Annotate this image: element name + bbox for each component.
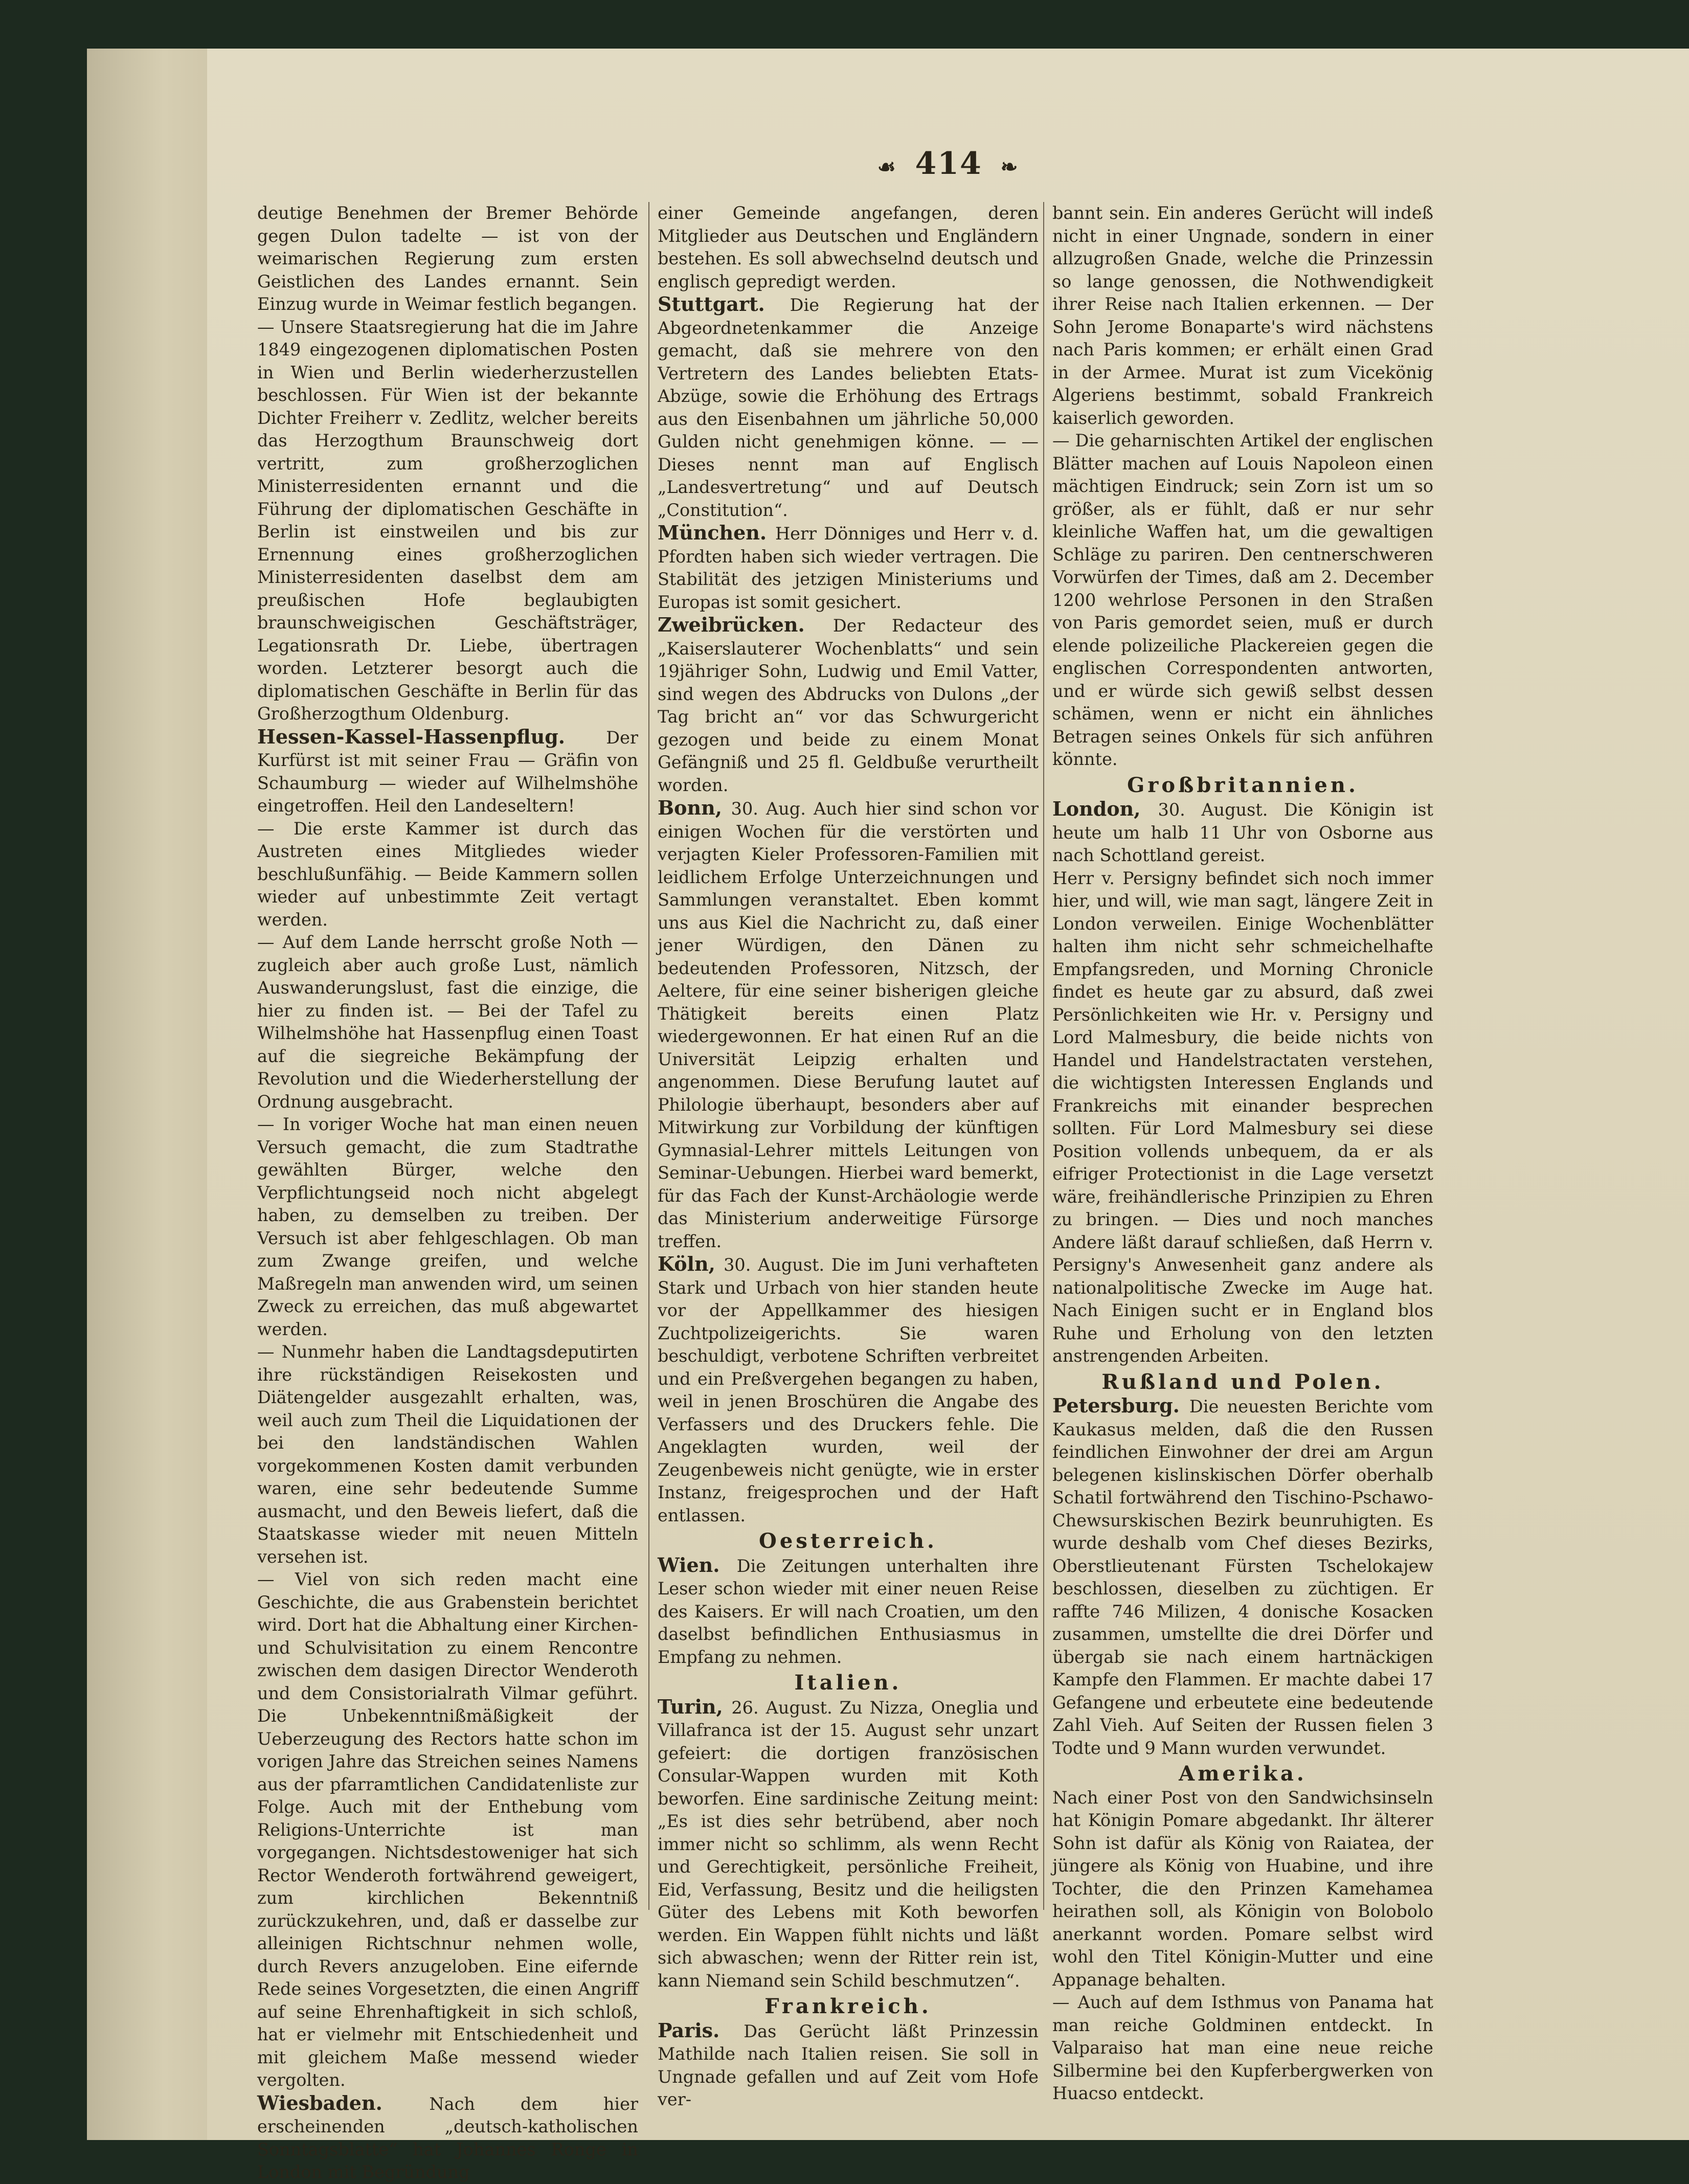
dateline: Petersburg. <box>1052 1394 1189 1417</box>
paragraph-text: Nach einer Post von den Sandwichsinseln hat Königin Pomare abgedankt. Ihr älterer Sohn ist dafür als König von Raiatea, der jüngere als König von Huabine, und ihre Tochter, die den Prinzen Kamehamea heirathen soll, als Königin von Bolobolo anerkannt worden. Pomare selbst wird wohl den Titel Königin-Mutter und eine Appanage behalten. <box>1052 1787 1433 1990</box>
paragraph-text: Das Gerücht läßt Prinzessin Mathilde nach Italien reisen. Sie soll in Ungnade gefallen und auf Zeit vom Hofe ver- <box>658 2021 1039 2109</box>
column-2 <box>658 202 1039 2111</box>
paragraph-text: Die Zeitungen unterhalten ihre Leser schon wieder mit einer neuen Reise des Kaisers. Er will nach Croatien, um den daselbst befindlichen Enthusiasmus in Empfang zu nehmen. <box>658 1556 1039 1667</box>
paragraph-text: Die neuesten Berichte vom Kaukasus melden, daß die den Russen feindlichen Einwohner der drei am Argun belegenen kislinskischen Dörfer oberhalb Schatil fortwährend den Tischino-Pschawo-Chewsurskischen Bezirk beunruhigten. Es wurde deshalb vom Chef dieses Bezirks, Oberstlieutenant Fürsten Tschelokajew beschlossen, dieselben zu züchtigen. Er raffte 746 Milizen, 4 donische Kosacken zusammen, umstellte die drei Dörfer und übergab sie nach einem hartnäckigen Kampfe den Flammen. Er machte dabei 17 Gefangene und erbeutete eine bedeutende Zahl Vieh. Auf Seiten der Russen fielen 3 Todte und 9 Mann wurden verwundet. <box>1052 1397 1434 1758</box>
article-paragraph <box>257 316 638 726</box>
article-paragraph <box>658 293 1039 522</box>
dateline: Wien. <box>658 1553 737 1577</box>
dateline: Turin, <box>658 1695 732 1718</box>
article-paragraph <box>257 2092 638 2184</box>
section-heading: Oesterreich. <box>759 1529 937 1553</box>
paragraph-text: — Auch auf dem Isthmus von Panama hat man reiche Goldminen entdeckt. In Valparaiso hat man eine neue reiche Silbermine bei den Kupferbergwerken von Huacso entdeckt. <box>1052 1992 1433 2103</box>
paragraph-text: — In voriger Woche hat man einen neuen Versuch gemacht, die zum Stadtrathe gewählten Bürger, welche den Verpflichtungseid noch nicht abgelegt haben, zu demselben zu treiben. Der Versuch ist aber fehlgeschlagen. Ob man zum Zwange greifen, und welche Maßregeln man anwenden wird, um seinen Zweck zu erreichen, das muß abgewartet werden. <box>257 1114 638 1339</box>
column-3 <box>1052 202 1433 2105</box>
paragraph-text: 30. August. Die Königin ist heute um halb 11 Uhr von Osborne aus nach Schottland gereist. <box>1052 800 1433 865</box>
paragraph-text: — Viel von sich reden macht eine Geschichte, die aus Grabenstein berichtet wird. Dort hat die Abhaltung einer Kirchen- und Schulvisitation zu einem Rencontre zwischen dem dasigen Director Wenderoth und dem Consistorialrath Vilmar geführt. Die Unbekenntnißmäßigkeit der Ueberzeugung des Rectors hatte schon im vorigen Jahre das Streichen seines Namens aus der pfarramtlichen Candidatenliste zur Folge. Auch mit der Enthebung vom Religions-Unterrichte ist man vorgegangen. Nichtsdestoweniger hat sich Rector Wenderoth fortwährend geweigert, zum kirchlichen Bekenntniß zurückzukehren, und, daß er dasselbe zur alleinigen Richtschnur nehmen wolle, durch Revers anzugeloben. Eine eifernde Rede seines Vorgesetzten, die einen Angriff auf seine Ehrenhaftigkeit in sich schloß, hat er vielmehr mit Entschiedenheit und mit gleichem Maße messend wieder vergolten. <box>257 1569 638 2090</box>
column-rule <box>1043 202 1044 1910</box>
section-heading: Großbritannien. <box>1127 773 1359 797</box>
paragraph-text: — Die erste Kammer ist durch das Austreten eines Mitgliedes wieder beschlußunfähig. — Beide Kammern sollen wieder auf unbestimmte Zeit vertagt werden. <box>257 818 638 930</box>
article-paragraph <box>1052 1787 1433 1992</box>
column-1 <box>257 202 638 2184</box>
article-paragraph <box>257 202 638 316</box>
article-paragraph <box>257 1113 638 1341</box>
article-paragraph <box>658 1253 1039 1527</box>
dateline: München. <box>658 521 775 544</box>
dateline: Stuttgart. <box>658 292 790 316</box>
article-paragraph <box>658 202 1039 293</box>
page-edge <box>87 49 215 2140</box>
paragraph-text: Der Kurfürst ist mit seiner Frau — Gräfin von Schaumburg — wieder auf Wilhelmshöhe eingetroffen. Heil den Landeseltern! <box>257 727 638 816</box>
paragraph-text: 30. August. Die im Juni verhafteten Stark und Urbach von hier standen heute vor der Appellkammer des hiesigen Zuchtpolizeigerichts. Sie waren beschuldigt, verbotene Schriften verbreitet und ein Preßvergehen begangen zu haben, weil in jenen Broschüren die Angabe des Verfassers und des Druckers fehle. Die Angeklagten wurden, weil der Zeugenbeweis nicht genügte, wie in erster Instanz, freigesprochen und der Haft entlassen. <box>658 1255 1039 1525</box>
article-paragraph <box>1052 1394 1433 1760</box>
article-paragraph <box>257 726 638 818</box>
article-paragraph <box>257 818 638 932</box>
dateline: Wiesbaden. <box>257 2091 430 2114</box>
article-paragraph <box>1052 798 1433 867</box>
paragraph-text: — Unsere Staatsregierung hat die im Jahre 1849 eingezogenen diplomatischen Posten in Wien und Berlin wiederherzustellen beschlossen. Für Wien ist der bekannte Dichter Freiherr v. Zedlitz, welcher bereits das Herzogthum Braunschweig dort vertritt, zum großherzoglichen Ministerresidenten ernannt und die Führung der diplomatischen Geschäfte in Berlin ist einstweilen und bis zur Ernennung eines großherzoglichen Ministerresidenten daselbst dem am preußischen Hofe beglaubigten braunschweigischen Geschäftsträger, Legationsrath Dr. Liebe, übertragen worden. Letzterer besorgt auch die diplomatischen Geschäfte in Berlin für das Großherzogthum Oldenburg. <box>257 317 638 724</box>
paragraph-text: Die Regierung hat der Abgeordnetenkammer die Anzeige gemacht, daß sie mehrere von den Vertretern des Landes beliebten Etats-Abzüge, sowie die Erhöhung des Ertrags aus den Eisenbahnen um jährliche 50,000 Gulden nicht genehmigen könne. — — Dieses nennt man auf Englisch „Landesvertretung“ und auf Deutsch „Constitution“. <box>658 295 1039 520</box>
page-header <box>207 146 1689 182</box>
article-paragraph <box>658 2019 1039 2111</box>
section-heading: Rußland und Polen. <box>1101 1369 1384 1394</box>
article-paragraph <box>658 1696 1039 1993</box>
dateline: London, <box>1052 797 1158 820</box>
paragraph-text: Herr Dönniges und Herr v. d. Pfordten haben sich wieder vertragen. Die Stabilität des jetzigen Ministeriums und Europas ist somit gesichert. <box>658 524 1039 612</box>
paragraph-text: deutige Benehmen der Bremer Behörde gegen Dulon tadelte — ist von der weimarischen Regierung zum ersten Geistlichen des Landes ernannt. Sein Einzug wurde in Weimar festlich begangen. <box>257 203 638 314</box>
dateline: Köln, <box>658 1252 724 1275</box>
dateline: Hessen-Kassel-Hassenpflug. <box>257 725 606 748</box>
paragraph-text: Der Redacteur des „Kaiserslauterer Wochenblatts“ und sein 19jähriger Sohn, Ludwig und Emil Vatter, sind wegen des Abdrucks von Dulons „der Tag bricht an“ vor das Schwurgericht gezogen und beide zu einem Monat Gefängniß und 25 fl. Geldbuße verurtheilt worden. <box>658 616 1039 795</box>
paragraph-text: einer Gemeinde angefangen, deren Mitglieder aus Deutschen und Engländern bestehen. Es soll abwechselnd deutsch und englisch gepredigt werden. <box>658 203 1039 291</box>
ornament-right-icon: ❧ <box>1000 155 1019 179</box>
section-heading: Amerika. <box>1179 1762 1307 1786</box>
article-paragraph <box>1052 1991 1433 2105</box>
article-paragraph <box>257 931 638 1113</box>
paragraph-text: — Nunmehr haben die Landtagsdeputirten ihre rückständigen Reisekosten und Diätengelder ausgezahlt erhalten, was, weil auch zum Theil die Liquidationen der bei den landständischen Wahlen vorgekommenen Kosten damit verbunden waren, eine sehr bedeutende Summe ausmacht, und den Beweis liefert, daß die Staatskasse wieder mit neuen Mitteln versehen ist. <box>257 1342 638 1567</box>
article-paragraph <box>257 1568 638 2092</box>
article-paragraph <box>658 1554 1039 1669</box>
section-heading: Italien. <box>794 1671 902 1695</box>
dateline: Zweibrücken. <box>658 613 833 636</box>
article-paragraph <box>1052 430 1433 771</box>
ornament-left-icon: ☙ <box>877 155 897 179</box>
article-paragraph <box>658 614 1039 797</box>
paragraph-text: Herr v. Persigny befindet sich noch immer hier, und will, wie man sagt, längere Zeit in London verweilen. Einige Wochenblätter halten ihm nicht sehr schmeichelhafte Empfangsreden, und Morning Chronicle findet es heute gar zu absurd, daß zwei Persönlichkeiten wie Hr. v. Persigny und Lord Malmesbury, die beide nichts von Handel und Handelstractaten verstehen, die wichtigsten Interessen Englands und Frankreichs mit einander besprechen sollten. Für Lord Malmesbury sei diese Position vollends unbequem, da er als eifriger Protectionist in die Lage versetzt wäre, freihändlerische Prinzipien zu Ehren zu bringen. — Dies und noch manches Andere läßt darauf schließen, daß Herrn v. Persigny's Anwesenheit ganz andere als nationalpolitische Zwecke im Auge hat. Nach Einigen sucht er in England blos Ruhe und Erholung von den letzten anstrengenden Arbeiten. <box>1052 868 1433 1366</box>
paragraph-text: Nach dem hier erscheinenden „deutsch-katholischen Sonntagsblatte“ hat Johannes Ronge in London mit Begründung <box>257 2093 638 2182</box>
paragraph-text: 26. August. Zu Nizza, Oneglia und Villafranca ist der 15. August sehr unzart gefeiert: die dortigen französischen Consular-Wappen wurden mit Koth beworfen. Eine sardinische Zeitung meint: „Es ist dies sehr betrübend, aber noch immer nicht so schlimm, als wenn Recht und Gerechtigkeit, persönliche Freiheit, Eid, Verfassung, Besitz und die heiligsten Güter des Lebens mit Koth beworfen werden. Ein Wappen fühlt nichts und läßt sich abwaschen; wenn der Ritter rein ist, kann Niemand sein Schild beschmutzen“. <box>658 1697 1039 1991</box>
dateline: Paris. <box>658 2018 744 2042</box>
page-number: 414 <box>915 146 982 182</box>
section-heading: Frankreich. <box>764 1994 932 2018</box>
paragraph-text: — Auf dem Lande herrscht große Noth — zugleich aber auch große Lust, nämlich Auswanderungslust, fast die einzige, die hier zu finden ist. — Bei der Tafel zu Wilhelmshöhe hat Hassenpflug einen Toast auf die siegreiche Bekämpfung der Revolution und die Wiederherstellung der Ordnung ausgebracht. <box>257 932 638 1112</box>
paragraph-text: — Die geharnischten Artikel der englischen Blätter machen auf Louis Napoleon einen mächtigen Eindruck; sein Zorn ist um so größer, als er fühlt, daß er nur sehr kleinliche Waffen hat, um die gewaltigen Schläge zu pariren. Den centnerschweren Vorwürfen der Times, daß am 2. December 1200 wehrlose Personen in den Straßen von Paris gemordet seien, muß er durch elende polizeiliche Plackereien gegen die englischen Correspondenten antworten, und er würde sich gewiß selbst dessen schämen, wenn er nicht ein ähnliches Betragen seines Onkels für sich anführen könnte. <box>1052 431 1433 769</box>
article-paragraph <box>658 522 1039 614</box>
article-paragraph <box>1052 202 1433 430</box>
article-paragraph <box>658 797 1039 1253</box>
column-rule <box>648 202 649 1910</box>
article-paragraph <box>257 1341 638 1568</box>
paragraph-text: 30. Aug. Auch hier sind schon vor einigen Wochen für die verstörten und verjagten Kieler Professoren-Familien mit leidlichem Erfolge Unterzeichnungen und Sammlungen veranstaltet. Eben kommt uns aus Kiel die Nachricht zu, daß einer jener Würdigen, den Dänen zu bedeutenden Professoren, Nitzsch, der Aeltere, für eine seiner bisherigen gleiche Thätigkeit bereits einen Platz wiedergewonnen. Er hat einen Ruf an die Universität Leipzig erhalten und angenommen. Diese Berufung lautet auf Philologie überhaupt, besonders aber auf Mitwirkung zur Vorbildung der künftigen Gymnasial-Lehrer mittels Leitungen von Seminar-Uebungen. Hierbei ward bemerkt, für das Fach der Kunst-Archäologie werde das Ministerium anderweitige Fürsorge treffen. <box>658 799 1039 1251</box>
article-paragraph <box>1052 867 1433 1368</box>
paragraph-text: bannt sein. Ein anderes Gerücht will indeß nicht in einer Ungnade, sondern in einer allzugroßen Gnade, welche die Prinzessin so lange genossen, die Nothwendigkeit ihrer Reise nach Italien erkennen. — Der Sohn Jerome Bonaparte's wird nächstens nach Paris kommen; er erhält einen Grad in der Armee. Murat ist zum Vicekönig Algeriens bestimmt, sobald Frankreich kaiserlich geworden. <box>1052 203 1433 428</box>
dateline: Bonn, <box>658 796 731 819</box>
